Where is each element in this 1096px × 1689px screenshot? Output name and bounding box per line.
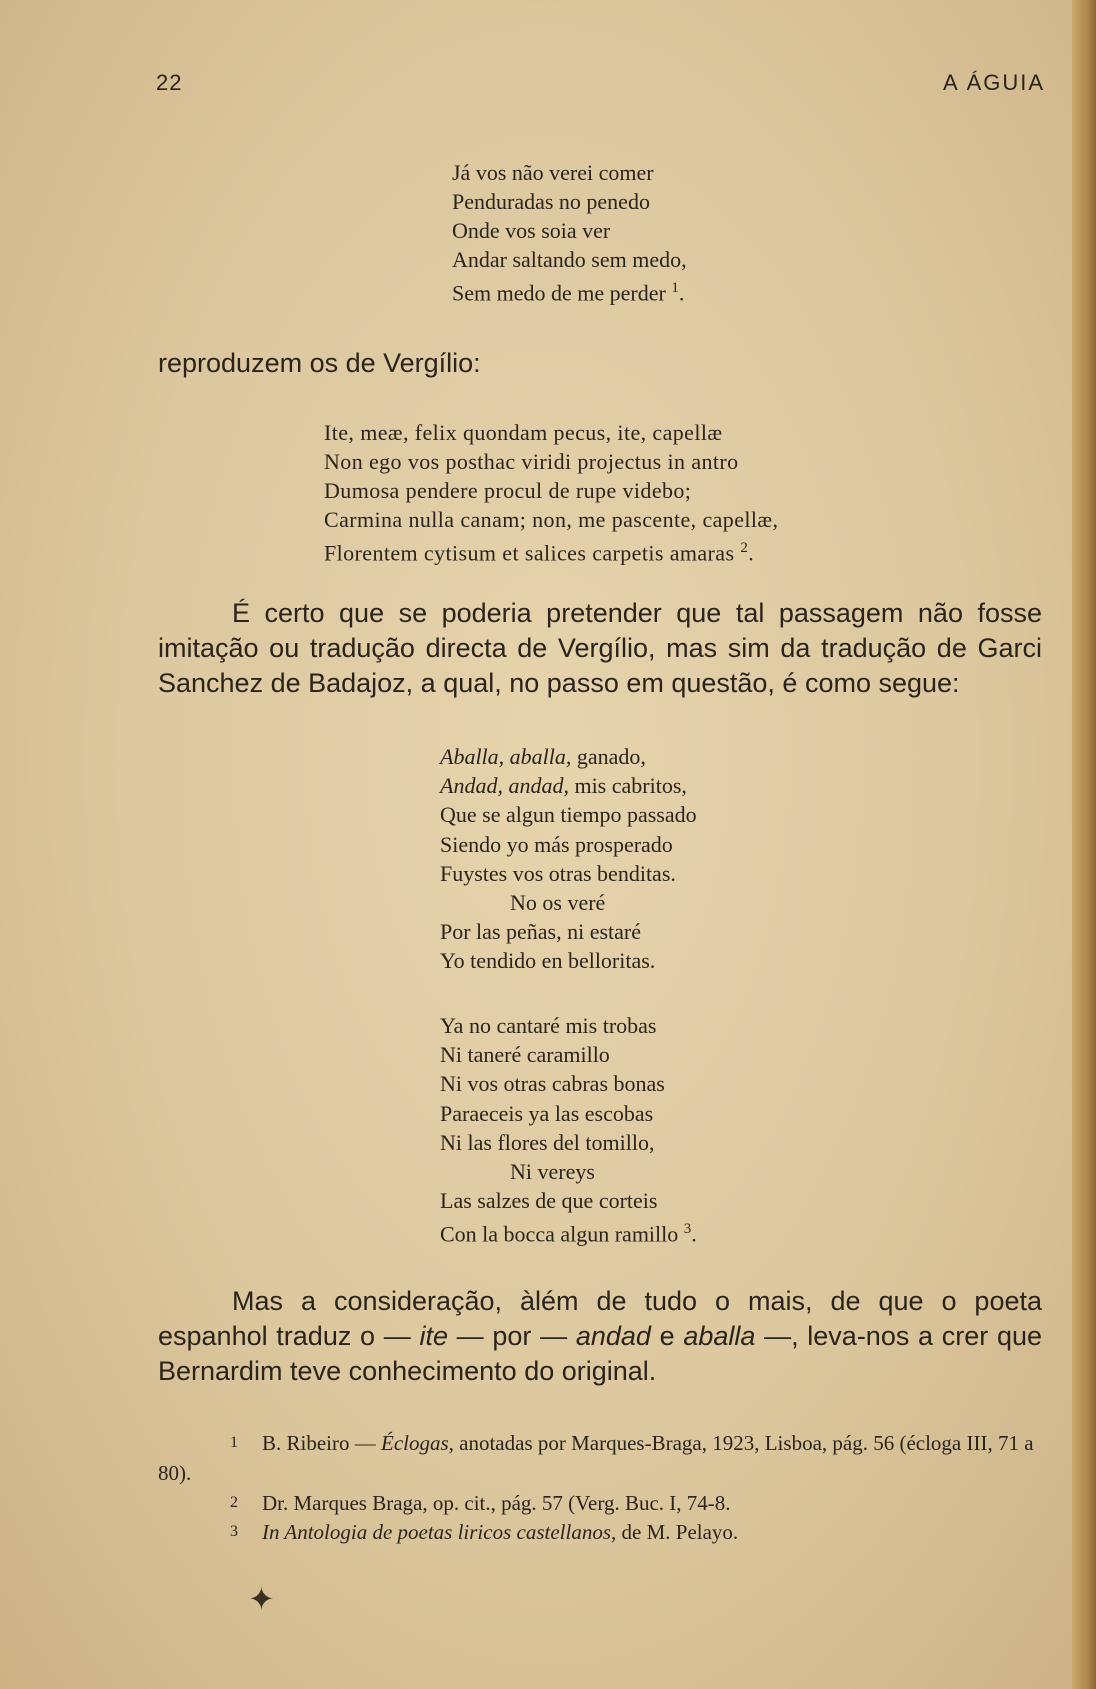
verse-line: Ni taneré caramillo (440, 1042, 610, 1068)
footnote-ref: 1 (671, 280, 679, 296)
paragraph (158, 1284, 1042, 1389)
verse-line-text: Florentem cytisum et salices carpetis amaras (324, 540, 735, 566)
verse-line-text: ganado, (571, 744, 646, 769)
intro-line: reproduzem os de Vergílio: (158, 348, 481, 378)
verse-line: Ni las flores del tomillo, (440, 1129, 655, 1155)
paragraph: É certo que se poderia pretender que tal passagem não fosse imitação ou tradução directa de Vergílio, mas sim da tradução de Garci Sanchez de Badajoz, a qual, no passo em questão, é como segue: (158, 598, 1042, 698)
verse-line: Por las peñas, ni estaré (440, 919, 641, 945)
verse-line: Yo tendido en belloritas. (440, 948, 656, 974)
verse-line: Florentem cytisum et salices carpetis amaras $^2$. (324, 540, 755, 566)
verse-spanish-2 (440, 1011, 697, 1249)
verse-line: Ni vos otras cabras bonas (440, 1071, 665, 1097)
verse-line: Siendo yo más prosperado (440, 831, 673, 857)
footnote-number: 1 (230, 1434, 238, 1451)
verse-spanish-1 (440, 742, 697, 976)
footnote-number: 2 (230, 1494, 238, 1511)
verse-line: Ite, meæ, felix quondam pecus, ite, capellæ (324, 420, 723, 445)
footnote-ref: 2 (740, 540, 749, 556)
page-number: 22 (156, 70, 183, 95)
text-italic: andad (575, 1321, 651, 1351)
verse-line: Onde vos soia ver (452, 218, 611, 243)
footnote (230, 1488, 731, 1518)
running-title: A ÁGUIA (943, 70, 1046, 95)
footnote (230, 1517, 738, 1547)
printer-ornament-icon: ✦ (248, 1581, 275, 1617)
footnote-text: Dr. Marques Braga, op. cit., pág. 57 (Verg. Buc. I, 74-8. (262, 1491, 731, 1515)
verse-line: Sem medo de me perder $^1$. (452, 280, 685, 306)
verse-line: Carmina nulla canam; non, me pascente, capellæ, (324, 507, 779, 532)
text: — por — (447, 1321, 576, 1351)
verse-line (440, 771, 697, 800)
verse-line: Já vos não verei comer (452, 160, 654, 185)
verse-line: Las salzes de que corteis (440, 1188, 658, 1214)
verse-line-text: mis cabritos, (568, 773, 687, 799)
page-edge (1072, 0, 1096, 1689)
footnote-italic: In Antologia de poetas liricos castellanos, (262, 1520, 617, 1544)
footnote-number: 3 (230, 1523, 238, 1540)
verse-line-text: Sem medo de me perder (452, 280, 666, 306)
footnote-text: anotadas por Marques-Braga, 1923, Lisboa, pág. 56 (écloga III, 71 a 80). (158, 1431, 1034, 1485)
footnote-text: de M. Pelayo. (616, 1520, 739, 1544)
verse-italic: Andad, andad, (440, 773, 569, 799)
footnote-text: B. Ribeiro — (262, 1431, 381, 1455)
text: Mas a consideração, àlém de tudo o mais, de que o poeta espanhol traduz o — (158, 1286, 1042, 1351)
verse-line: Non ego vos posthac viridi projectus in antro (324, 449, 739, 474)
text-italic: aballa (683, 1321, 756, 1351)
verse-line: Ya no cantaré mis trobas (440, 1013, 657, 1038)
verse-line: Fuystes vos otras benditas. (440, 860, 676, 886)
verse-italic: Aballa, aballa, (440, 744, 572, 769)
verse-line: Penduradas no penedo (452, 189, 650, 214)
text: —, leva-nos a crer que Bernardim teve conhecimento do original. (158, 1321, 1042, 1386)
verse-line-text: Con la bocca algun ramillo (440, 1221, 679, 1247)
footnote-ref: 3 (683, 1221, 692, 1238)
verse-line: Paraeceis ya las escobas (440, 1100, 654, 1126)
verse-portuguese (452, 158, 687, 307)
text-italic: ite (419, 1321, 448, 1351)
verse-latin (324, 418, 778, 567)
verse-line: Con la bocca algun ramillo $^3$. (440, 1221, 697, 1247)
verse-line (440, 742, 697, 771)
verse-line: Dumosa pendere procul de rupe videbo; (324, 478, 692, 503)
footnote (158, 1428, 1042, 1488)
verse-line: Andar saltando sem medo, (452, 247, 687, 272)
verse-line: Que se algun tiempo passado (440, 802, 697, 828)
verse-line: Ni vereys (510, 1159, 595, 1185)
verse-line: No os veré (510, 890, 606, 916)
footnote-italic: Éclogas, (381, 1431, 454, 1455)
text: e (650, 1321, 684, 1351)
